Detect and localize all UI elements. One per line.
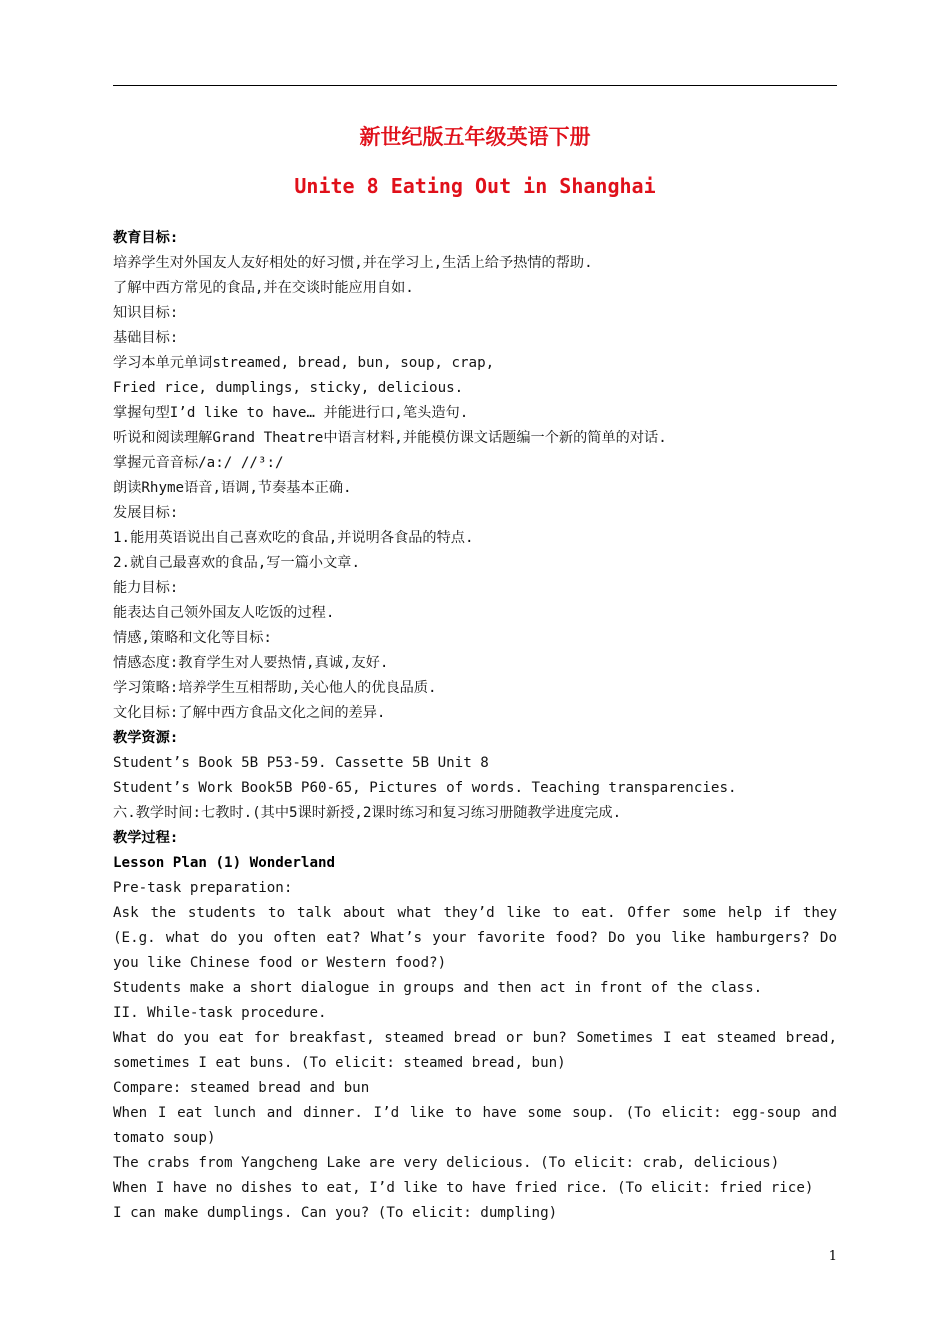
paragraph-line: sometimes I eat buns. (To elicit: steamed bread, bun)	[113, 1055, 566, 1071]
paragraph-line: 了解中西方常见的食品,并在交谈时能应用自如.	[113, 280, 414, 296]
paragraph-line: Ask the students to talk about what they’d like to eat. Offer some help if they	[113, 905, 837, 921]
paragraph-line: 学习策略:培养学生互相帮助,关心他人的优良品质.	[113, 680, 437, 696]
paragraph-line: (E.g. what do you often eat? What’s your favorite food? Do you like hamburgers? Do	[113, 930, 837, 946]
subheading-basic-goals: 基础目标:	[113, 330, 179, 346]
paragraph-line: Fried rice, dumplings, sticky, delicious.	[113, 380, 464, 396]
unit-title: Unite 8 Eating Out in Shanghai	[294, 174, 656, 198]
heading-teaching-process: 教学过程:	[113, 830, 179, 846]
header-rule	[113, 85, 837, 86]
paragraph-line: What do you eat for breakfast, steamed bread or bun? Sometimes I eat steamed bread,	[113, 1030, 837, 1046]
subheading-development-goals: 发展目标:	[113, 505, 179, 521]
document-body	[113, 226, 837, 1226]
paragraph-line: Student’s Work Book5B P60-65, Pictures of words. Teaching transparencies.	[113, 780, 737, 796]
paragraph-line: 掌握元音音标/a:/ //³:/	[113, 455, 284, 471]
paragraph-line: When I eat lunch and dinner. I’d like to have some soup. (To elicit: egg-soup and	[113, 1105, 837, 1121]
paragraph-line: 朗读Rhyme语音,语调,节奏基本正确.	[113, 480, 352, 496]
document-title: 新世纪版五年级英语下册	[359, 125, 591, 149]
paragraph-line: Students make a short dialogue in groups and then act in front of the class.	[113, 980, 763, 996]
paragraph-line: The crabs from Yangcheng Lake are very delicious. (To elicit: crab, delicious)	[113, 1155, 780, 1171]
paragraph-line: 文化目标:了解中西方食品文化之间的差异.	[113, 705, 386, 721]
paragraph-line: you like Chinese food or Western food?)	[113, 955, 447, 971]
subheading-pre-task: Pre-task preparation:	[113, 880, 293, 896]
paragraph-line: When I have no dishes to eat, I’d like to have fried rice. (To elicit: fried rice)	[113, 1180, 814, 1196]
heading-teaching-resources: 教学资源:	[113, 730, 179, 746]
paragraph-line: tomato soup)	[113, 1130, 216, 1146]
paragraph-line: 掌握句型I’d like to have… 并能进行口,笔头造句.	[113, 405, 469, 421]
paragraph-line: 情感态度:教育学生对人要热情,真诚,友好.	[113, 655, 389, 671]
subheading-emotion-goals: 情感,策略和文化等目标:	[113, 630, 272, 646]
subheading-ability-goals: 能力目标:	[113, 580, 179, 596]
subheading-knowledge-goals: 知识目标:	[113, 305, 179, 321]
paragraph-line: 培养学生对外国友人友好相处的好习惯,并在学习上,生活上给予热情的帮助.	[113, 255, 593, 271]
heading-education-goals: 教育目标:	[113, 230, 179, 246]
paragraph-line: 学习本单元单词streamed, bread, bun, soup, crap,	[113, 355, 495, 371]
paragraph-line: 六.教学时间:七教时.(其中5课时新授,2课时练习和复习练习册随教学进度完成.	[113, 805, 622, 821]
heading-lesson-plan: Lesson Plan (1) Wonderland	[113, 855, 336, 871]
paragraph-line: 听说和阅读理解Grand Theatre中语言材料,并能模仿课文话题编一个新的简单的对话.	[113, 430, 667, 446]
paragraph-line: Compare: steamed bread and bun	[113, 1080, 370, 1096]
paragraph-line: 能表达自己领外国友人吃饭的过程.	[113, 605, 335, 621]
subheading-while-task: II. While-task procedure.	[113, 1005, 327, 1021]
list-item: 1.能用英语说出自己喜欢吃的食品,并说明各食品的特点.	[113, 530, 474, 546]
list-item: 2.就自己最喜欢的食品,写一篇小文章.	[113, 555, 360, 571]
paragraph-line: I can make dumplings. Can you? (To elicit: dumpling)	[113, 1205, 558, 1221]
page-number: 1	[828, 1249, 837, 1264]
paragraph-line: Student’s Book 5B P53-59. Cassette 5B Unit 8	[113, 755, 489, 771]
